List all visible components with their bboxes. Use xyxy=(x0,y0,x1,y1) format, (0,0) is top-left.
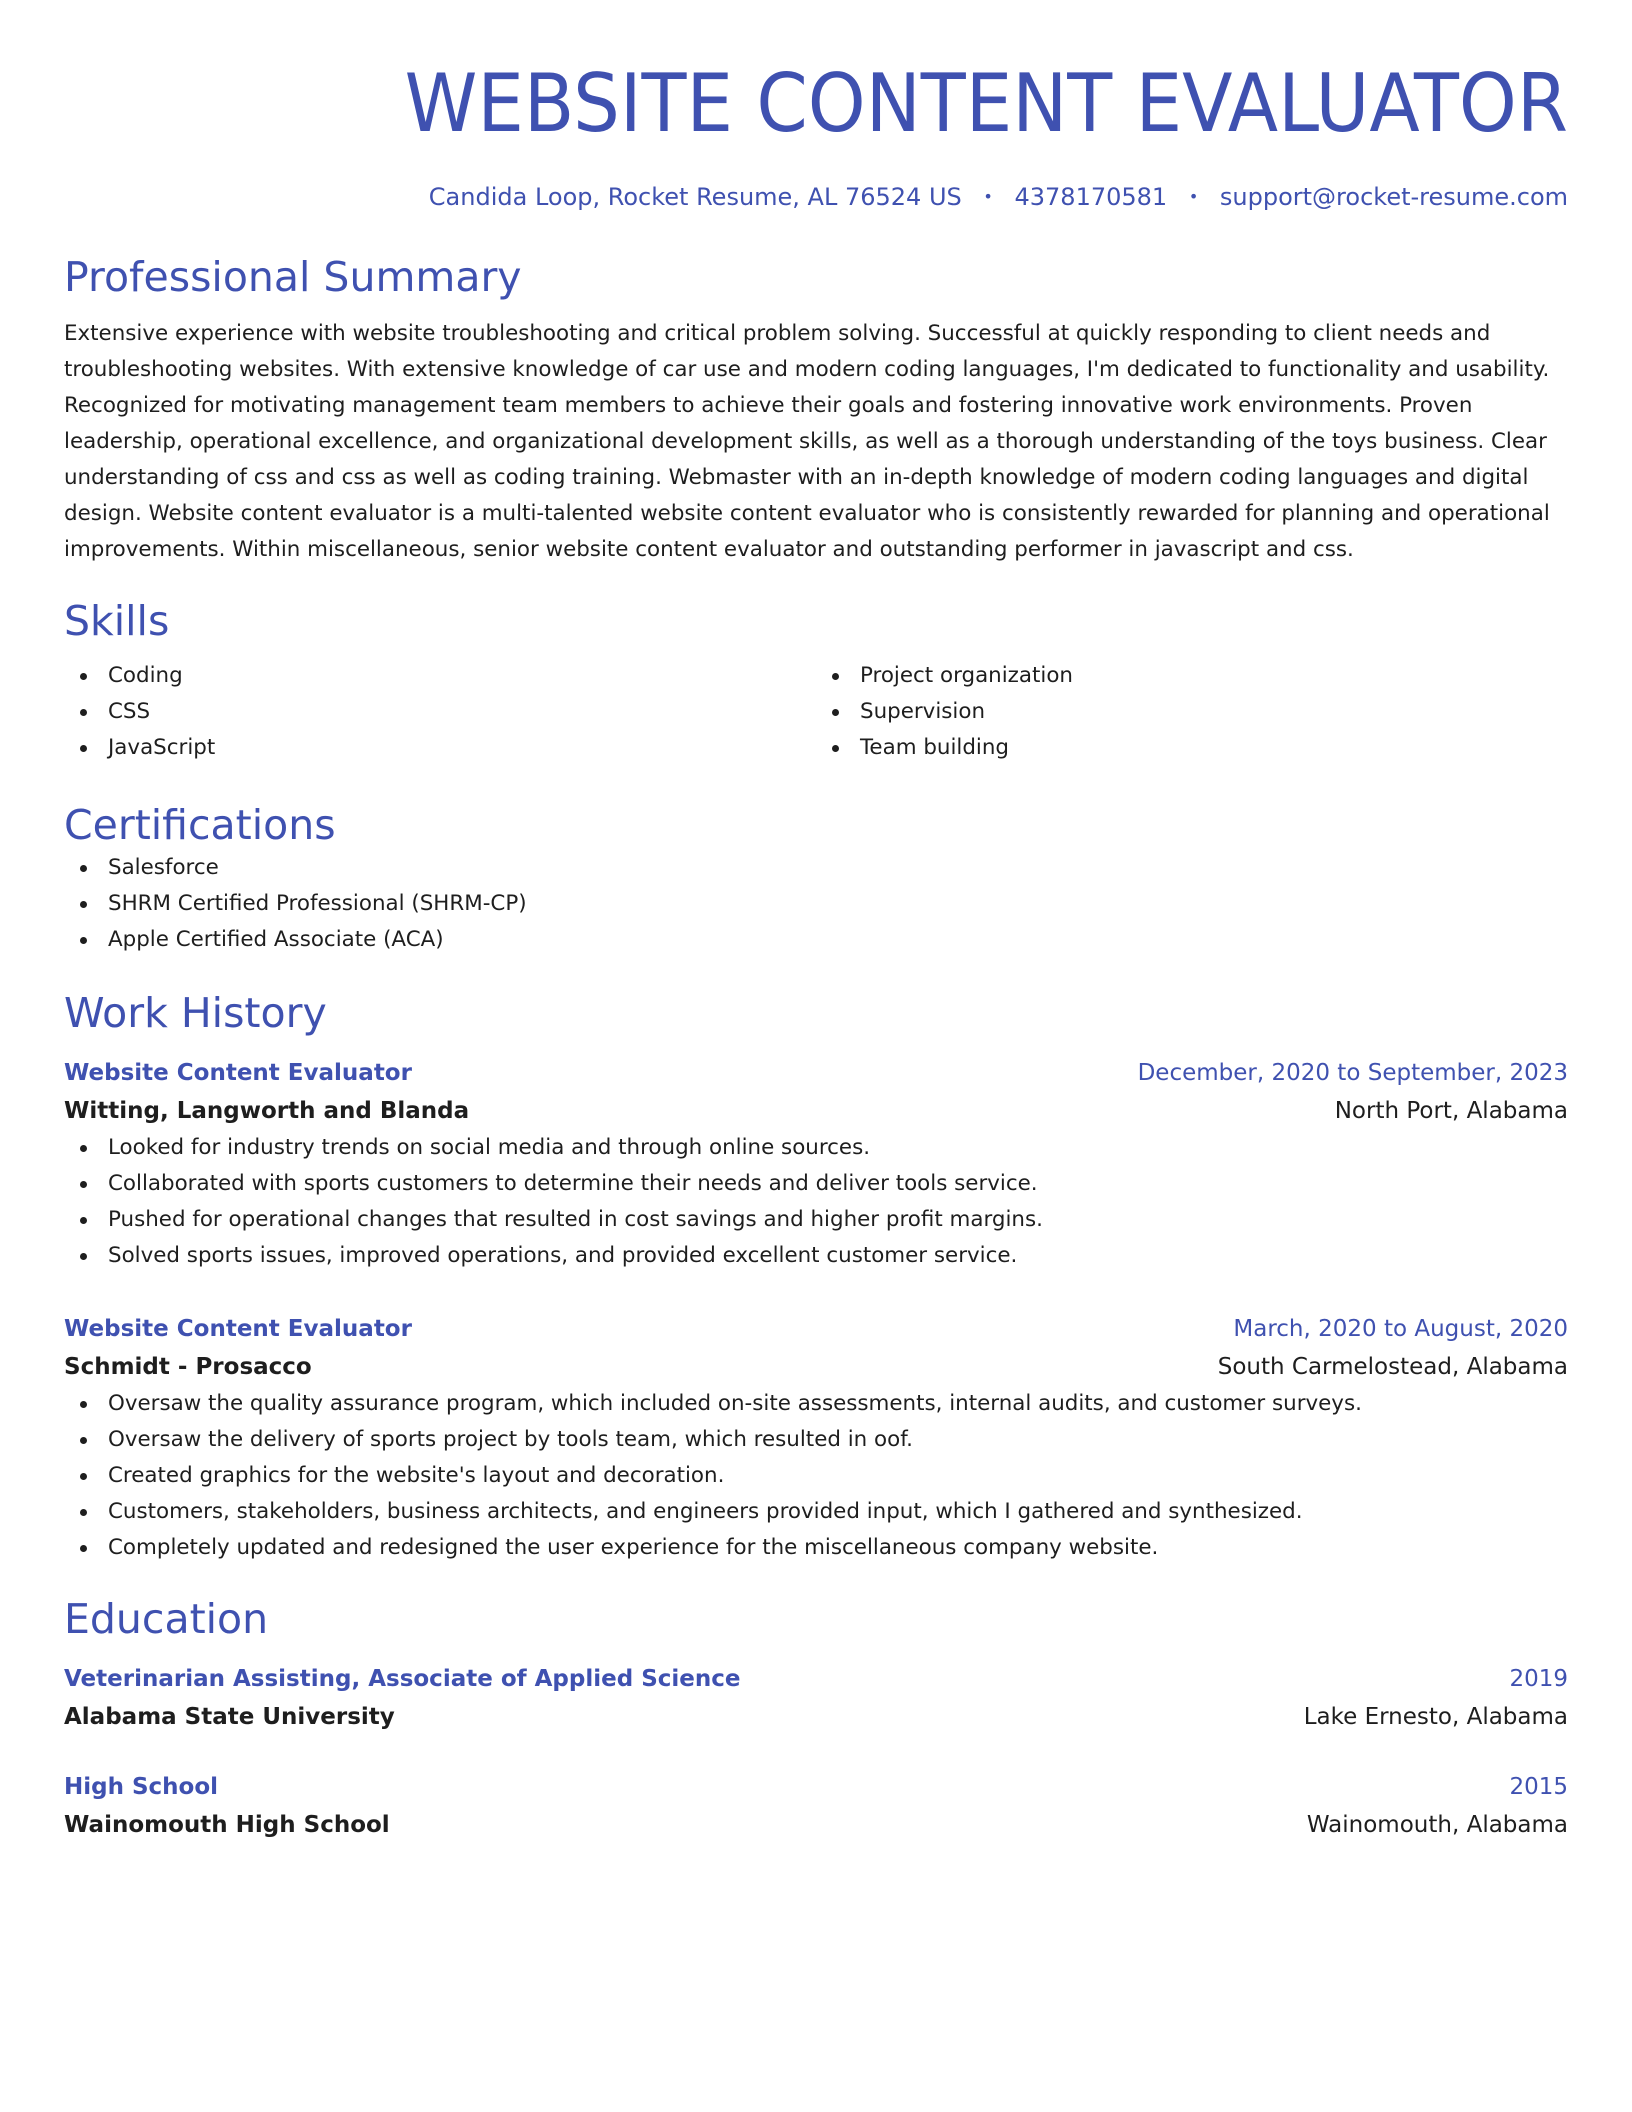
job-entry xyxy=(64,1310,1568,1566)
job-title: Website Content Evaluator xyxy=(64,1060,412,1086)
job-dates: December, 2020 to September, 2023 xyxy=(1137,1060,1568,1086)
job-bullets xyxy=(64,1386,1568,1566)
certifications-section xyxy=(64,800,1568,958)
contact-address: Candida Loop, Rocket Resume, AL 76524 US xyxy=(428,183,962,211)
education-header-row xyxy=(64,1660,1568,1698)
skill-item: JavaScript xyxy=(64,730,816,766)
contact-line xyxy=(64,182,1568,212)
summary-heading: Professional Summary xyxy=(64,253,522,301)
job-location: North Port, Alabama xyxy=(1334,1098,1568,1124)
skill-item: CSS xyxy=(64,694,816,730)
certifications-list xyxy=(64,850,1568,958)
skills-grid xyxy=(64,658,1568,766)
education-school: Alabama State University xyxy=(64,1704,395,1730)
job-employer: Witting, Langworth and Blanda xyxy=(64,1098,470,1124)
job-title: Website Content Evaluator xyxy=(64,1316,412,1342)
work-history-section xyxy=(64,988,1568,1566)
job-employer-row xyxy=(64,1092,1568,1130)
skill-item: Coding xyxy=(64,658,816,694)
work-history-heading: Work History xyxy=(64,989,327,1037)
education-school-row xyxy=(64,1806,1568,1844)
education-heading: Education xyxy=(64,1595,269,1643)
education-year: 2019 xyxy=(1509,1666,1568,1692)
education-entry xyxy=(64,1768,1568,1844)
job-bullet: Customers, stakeholders, business architects, and engineers provided input, which I gathered and synthesized. xyxy=(64,1494,1568,1530)
certifications-heading: Certifications xyxy=(64,801,336,849)
job-employer: Schmidt - Prosacco xyxy=(64,1354,312,1380)
job-dates: March, 2020 to August, 2020 xyxy=(1233,1316,1568,1342)
job-bullet: Completely updated and redesigned the user experience for the miscellaneous company website. xyxy=(64,1530,1568,1566)
education-school-row xyxy=(64,1698,1568,1736)
skills-column-right xyxy=(816,658,1568,766)
skills-column-left xyxy=(64,658,816,766)
skill-item: Supervision xyxy=(816,694,1568,730)
job-employer-row xyxy=(64,1348,1568,1386)
certification-item: SHRM Certified Professional (SHRM-CP) xyxy=(64,886,1568,922)
education-school: Wainomouth High School xyxy=(64,1812,390,1838)
job-bullet: Oversaw the delivery of sports project by tools team, which resulted in oof. xyxy=(64,1422,1568,1458)
job-bullet: Pushed for operational changes that resulted in cost savings and higher profit margins. xyxy=(64,1202,1568,1238)
job-bullet: Oversaw the quality assurance program, which included on-site assessments, internal audits, and customer surveys. xyxy=(64,1386,1568,1422)
skills-list-right xyxy=(816,658,1568,766)
job-location: South Carmelostead, Alabama xyxy=(1217,1354,1568,1380)
skill-item: Project organization xyxy=(816,658,1568,694)
job-bullet: Looked for industry trends on social media and through online sources. xyxy=(64,1130,1568,1166)
education-section xyxy=(64,1594,1568,1844)
job-bullet: Collaborated with sports customers to determine their needs and deliver tools service. xyxy=(64,1166,1568,1202)
skills-heading: Skills xyxy=(64,597,170,645)
candidate-title: WEBSITE CONTENT EVALUATOR xyxy=(404,57,1568,150)
job-bullets xyxy=(64,1130,1568,1274)
education-location: Wainomouth, Alabama xyxy=(1306,1812,1568,1838)
certification-item: Salesforce xyxy=(64,850,1568,886)
job-header-row xyxy=(64,1310,1568,1348)
summary-text: Extensive experience with website troubleshooting and critical problem solving. Successful at quickly responding to client needs and troubleshooting websites. With extensive knowledge of car use and modern coding languages, I'm dedicated to functionality and usability. Recognized for motivating management team members to achieve their goals and fostering innovative work environments. Proven leadership, operational excellence, and organizational development skills, as well as a thorough understanding of the toys business. Clear understanding of css and css as well as coding training. Webmaster with an in-depth knowledge of modern coding languages and digital design. Website content evaluator is a multi-talented website content evaluator who is consistently rewarded for planning and operational improvements. Within miscellaneous, senior website content evaluator and outstanding performer in javascript and css. xyxy=(64,321,1550,562)
education-degree: Veterinarian Assisting, Associate of Applied Science xyxy=(64,1666,741,1692)
resume-header xyxy=(64,56,1568,212)
job-header-row xyxy=(64,1054,1568,1092)
job-entry xyxy=(64,1054,1568,1274)
job-bullet: Solved sports issues, improved operations, and provided excellent customer service. xyxy=(64,1238,1568,1274)
education-year: 2015 xyxy=(1509,1774,1568,1800)
contact-email[interactable]: support@rocket-resume.com xyxy=(1219,183,1568,211)
certification-item: Apple Certified Associate (ACA) xyxy=(64,922,1568,958)
skill-item: Team building xyxy=(816,730,1568,766)
skills-list-left xyxy=(64,658,816,766)
education-location: Lake Ernesto, Alabama xyxy=(1303,1704,1568,1730)
contact-phone[interactable]: 4378170581 xyxy=(1014,183,1168,211)
contact-separator: • xyxy=(1188,187,1199,206)
education-degree: High School xyxy=(64,1774,219,1800)
skills-section xyxy=(64,596,1568,766)
summary-section xyxy=(64,252,1568,568)
education-entry xyxy=(64,1660,1568,1736)
education-header-row xyxy=(64,1768,1568,1806)
contact-separator: • xyxy=(983,187,993,206)
job-bullet: Created graphics for the website's layout and decoration. xyxy=(64,1458,1568,1494)
